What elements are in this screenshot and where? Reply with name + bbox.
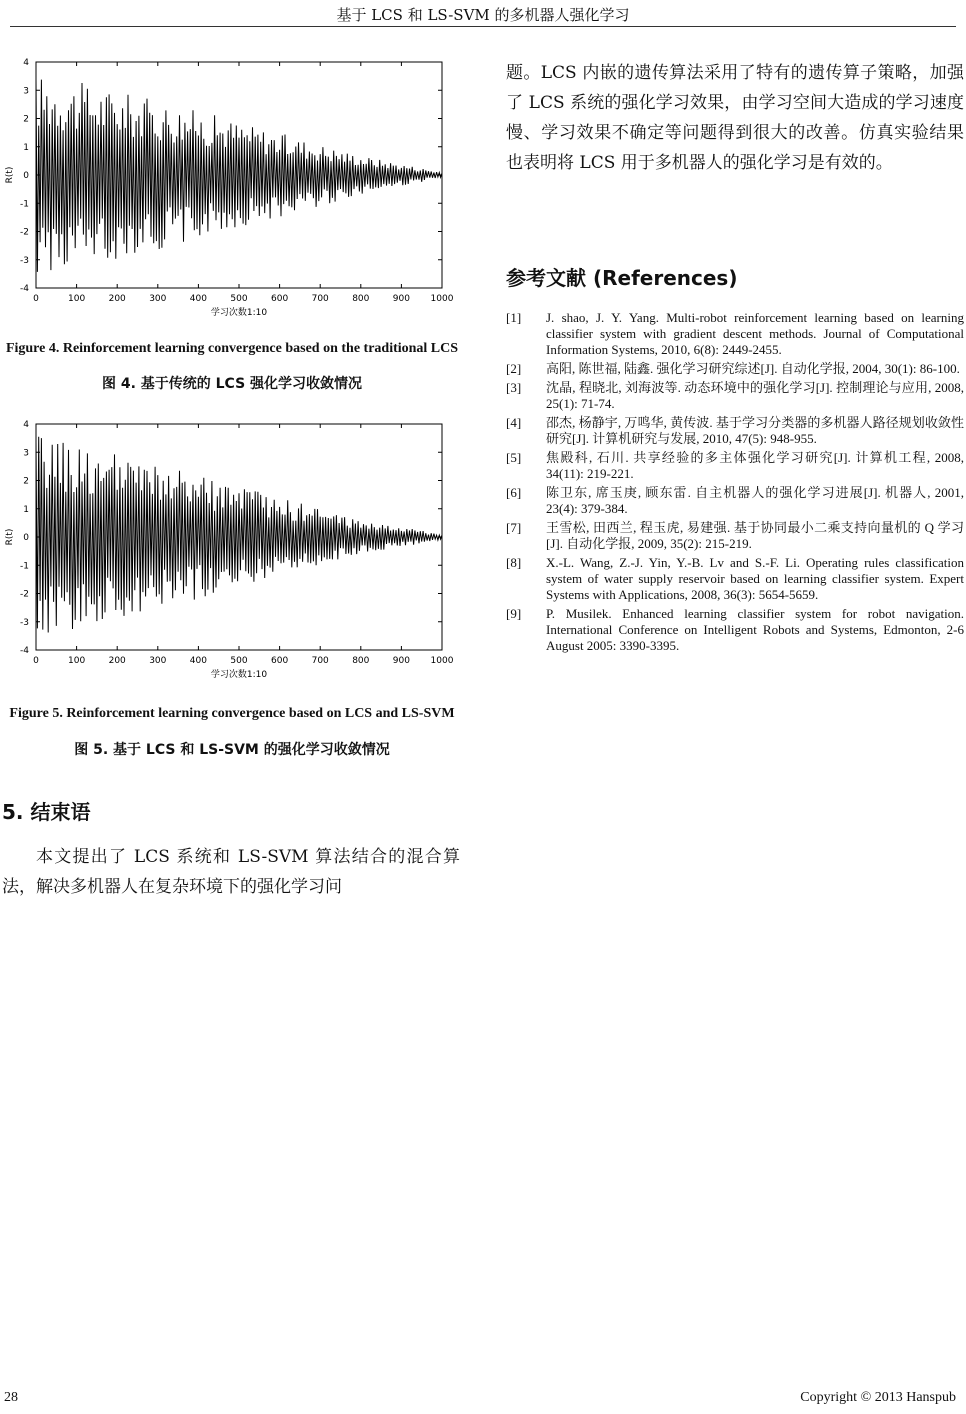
figure-4-plot — [2, 50, 462, 330]
reference-text: X.-L. Wang, Z.-J. Yin, Y.-B. Lv and S.-F. Li. Operating rules classification system of water supply reservoir based on learning classifier system. Expert Systems with Applications, 2008, 36(3): 5654-5659. — [546, 555, 964, 602]
reference-item — [506, 310, 964, 358]
reference-item — [506, 555, 964, 603]
x-tick-label: 600 — [271, 294, 289, 304]
x-tick-label: 800 — [352, 294, 370, 304]
figure-5-caption-en: Figure 5. Reinforcement learning convergence based on LCS and LS-SVM — [9, 706, 455, 721]
y-tick-label: -1 — [20, 561, 29, 572]
x-tick-label: 100 — [68, 656, 86, 666]
y-tick-label: 1 — [23, 142, 29, 153]
reference-item — [506, 380, 964, 412]
y-tick-label: 3 — [23, 448, 29, 459]
reference-text: 陈卫东, 席玉庚, 顾东雷. 自主机器人的强化学习进展[J]. 机器人, 2001, 23(4): 379-384. — [546, 485, 964, 516]
y-axis-label: R(t) — [5, 166, 15, 184]
y-axis-label: R(t) — [5, 528, 15, 546]
reference-number: [7] — [506, 520, 522, 535]
x-tick-label: 900 — [392, 656, 410, 666]
section-5-paragraph-left: 本文提出了 LCS 系统和 LS-SVM 算法结合的混合算法，解决多机器人在复杂环境下的强化学习问 — [2, 847, 460, 897]
reference-text: 邵杰, 杨静宇, 万鸣华, 黄传波. 基于学习分类器的多机器人路径规划收敛性研究[J]. 计算机研究与发展, 2010, 47(5): 948-955. — [546, 415, 964, 446]
y-tick-label: -3 — [20, 255, 29, 266]
x-tick-label: 700 — [311, 656, 329, 666]
series-line — [36, 80, 442, 272]
references-title: 参考文献 (References) — [506, 266, 738, 290]
reference-item — [506, 485, 964, 517]
y-tick-label: 0 — [23, 533, 29, 543]
x-tick-label: 600 — [271, 656, 289, 666]
y-tick-label: 4 — [23, 58, 29, 68]
x-tick-label: 1000 — [430, 656, 454, 666]
figure-4-caption-en: Figure 4. Reinforcement learning convergence based on the traditional LCS — [5, 341, 459, 356]
x-tick-label: 500 — [230, 656, 248, 666]
x-tick-label: 400 — [189, 294, 207, 304]
reference-item — [506, 606, 964, 654]
reference-text: J. shao, J. Y. Yang. Multi-robot reinforcement learning based on learning classifier system with gradient descent methods. Journal of Computational Information Systems, 2010, 6(8): 2449-2455. — [546, 310, 964, 357]
figure-5-caption-zh: 图 5. 基于 LCS 和 LS-SVM 的强化学习收敛情况 — [74, 742, 390, 758]
y-tick-label: -1 — [20, 199, 29, 210]
reference-number: [5] — [506, 450, 522, 465]
running-header: 基于 LCS 和 LS-SVM 的多机器人强化学习 — [336, 6, 630, 24]
reference-text: 焦殿科, 石川. 共享经验的多主体强化学习研究[J]. 计算机工程, 2008, 34(11): 219-221. — [546, 450, 964, 481]
y-tick-label: 1 — [23, 504, 29, 515]
x-axis-label: 学习次数1:10 — [210, 308, 268, 318]
y-tick-label: -4 — [20, 284, 29, 294]
figure-5-chart — [2, 412, 462, 692]
reference-number: [2] — [506, 361, 522, 376]
section-5-paragraph-right: 题。LCS 内嵌的遗传算法采用了特有的遗传算子策略，加强了 LCS 系统的强化学习效果，由学习空间大造成的学习速度慢、学习效果不确定等问题得到很大的改善。仿真实验结果也表明将 LCS 用于多机器人的强化学习是有效的。 — [506, 63, 964, 173]
x-tick-label: 200 — [108, 656, 126, 666]
y-tick-label: 4 — [23, 420, 29, 430]
reference-item — [506, 415, 964, 447]
copyright: Copyright © 2013 Hanspub — [800, 1390, 956, 1405]
reference-text: P. Musilek. Enhanced learning classifier system for robot navigation. International Conference on Intelligent Robots and Systems, Edmonton, 2-6 August 2005: 3390-3395. — [546, 606, 964, 653]
reference-text: 王雪松, 田西兰, 程玉虎, 易建强. 基于协同最小二乘支持向量机的 Q 学习[J]. 自动化学报, 2009, 35(2): 215-219. — [546, 520, 964, 551]
figure-4-chart — [2, 50, 462, 330]
x-tick-label: 100 — [68, 294, 86, 304]
x-tick-label: 700 — [311, 294, 329, 304]
x-axis-label: 学习次数1:10 — [210, 670, 268, 680]
reference-number: [6] — [506, 485, 522, 500]
y-tick-label: -3 — [20, 617, 29, 628]
x-tick-label: 0 — [33, 656, 39, 666]
figure-4-caption-zh: 图 4. 基于传统的 LCS 强化学习收敛情况 — [101, 376, 363, 392]
x-tick-label: 800 — [352, 656, 370, 666]
page-number: 28 — [4, 1390, 18, 1405]
x-tick-label: 300 — [149, 294, 167, 304]
x-tick-label: 300 — [149, 656, 167, 666]
reference-item — [506, 361, 964, 377]
x-tick-label: 900 — [392, 294, 410, 304]
y-tick-label: 2 — [23, 476, 29, 487]
reference-item — [506, 520, 964, 552]
reference-number: [8] — [506, 555, 522, 570]
reference-text: 沈晶, 程晓北, 刘海波等. 动态环境中的强化学习[J]. 控制理论与应用, 2008, 25(1): 71-74. — [546, 380, 964, 411]
reference-number: [4] — [506, 415, 522, 430]
references-list — [506, 310, 964, 657]
series-line — [36, 437, 442, 633]
header-rule — [10, 26, 956, 27]
reference-number: [3] — [506, 380, 522, 395]
y-tick-label: 3 — [23, 86, 29, 97]
x-tick-label: 200 — [108, 294, 126, 304]
section-5-title: 5. 结束语 — [2, 800, 91, 824]
reference-number: [1] — [506, 310, 522, 325]
reference-text: 高阳, 陈世福, 陆鑫. 强化学习研究综述[J]. 自动化学报, 2004, 30(1): 86-100. — [546, 361, 960, 376]
y-tick-label: 2 — [23, 114, 29, 125]
x-tick-label: 0 — [33, 294, 39, 304]
y-tick-label: 0 — [23, 171, 29, 181]
plot-frame — [36, 62, 442, 288]
y-tick-label: -2 — [20, 589, 29, 600]
y-tick-label: -2 — [20, 227, 29, 238]
reference-item — [506, 450, 964, 482]
x-tick-label: 500 — [230, 294, 248, 304]
y-tick-label: -4 — [20, 646, 29, 656]
reference-number: [9] — [506, 606, 522, 621]
figure-5-plot — [2, 412, 462, 692]
x-tick-label: 1000 — [430, 294, 454, 304]
x-tick-label: 400 — [189, 656, 207, 666]
